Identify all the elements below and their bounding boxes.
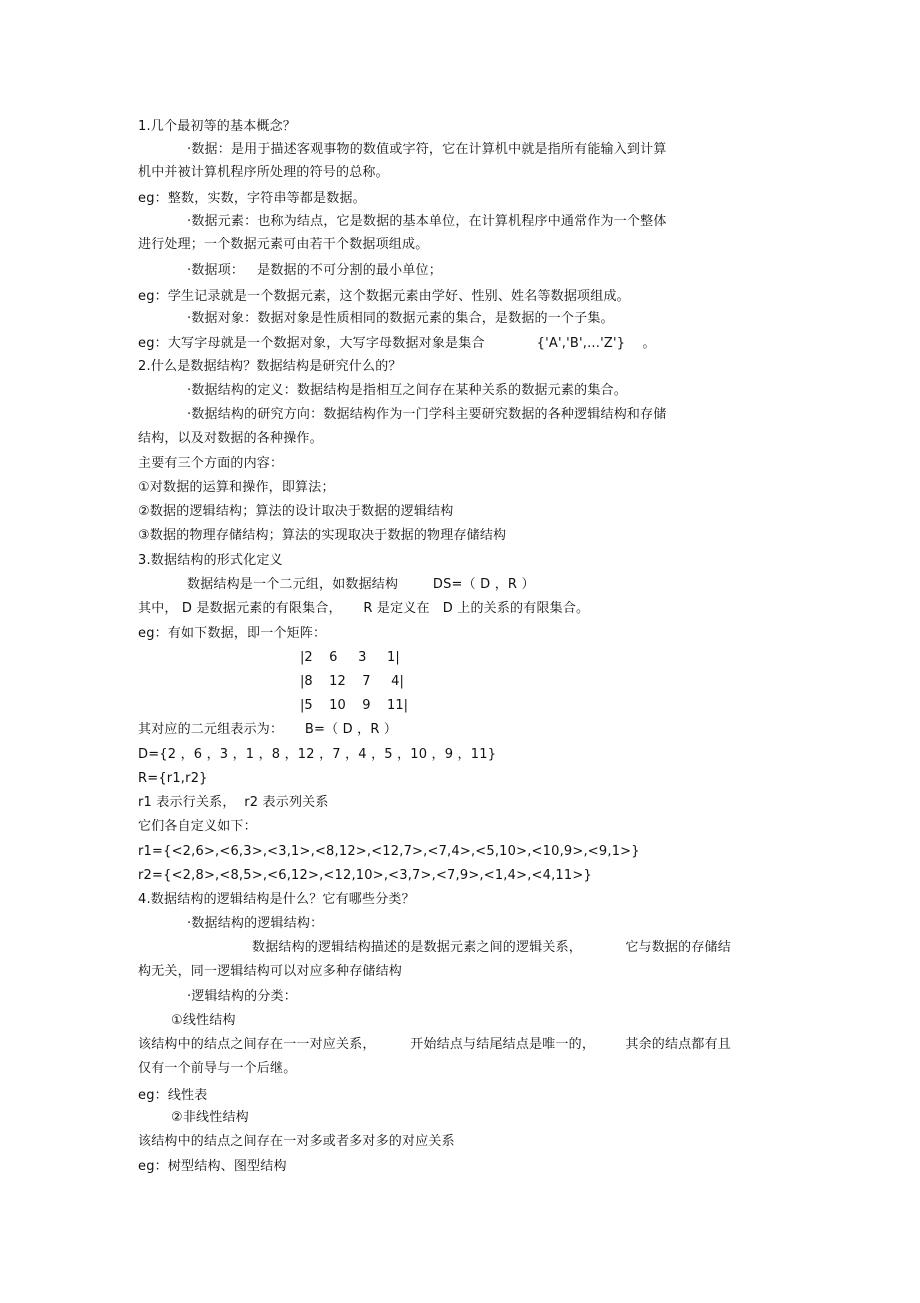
text-line: eg：树型结构、图型结构 xyxy=(138,1159,287,1174)
text-line: eg：大写字母就是一个数据对象，大写字母数据对象是集合 {'A','B',...'Z'} 。 xyxy=(138,336,656,351)
heading-what-is-ds: 2.什么是数据结构？数据结构是研究什么的？ xyxy=(138,359,402,374)
text-line: ·数据结构的逻辑结构： xyxy=(187,916,324,931)
text-line: 其对应的二元组表示为： B=（ D ，R ） xyxy=(138,722,398,737)
list-item: ①线性结构 xyxy=(171,1013,236,1028)
text-line: r1={<2,6>,<6,3>,<3,1>,<8,12>,<12,7>,<7,4>,<5,10>,<10,9>,<9,1>} xyxy=(138,844,640,859)
list-item: ②非线性结构 xyxy=(171,1110,249,1125)
heading-logical-structure: 4.数据结构的逻辑结构是什么？它有哪些分类？ xyxy=(138,892,415,907)
text-line: ·数据结构的定义：数据结构是指相互之间存在某种关系的数据元素的集合。 xyxy=(187,383,627,398)
text-line: 仅有一个前导与一个后继。 xyxy=(138,1061,297,1076)
matrix-row: |2 6 3 1| xyxy=(300,650,400,665)
text-line: ·数据对象：数据对象是性质相同的数据元素的集合，是数据的一个子集。 xyxy=(187,311,614,326)
text-line: ·逻辑结构的分类： xyxy=(187,989,297,1004)
text-line: eg：线性表 xyxy=(138,1088,208,1103)
text-line: 机中并被计算机程序所处理的符号的总称。 xyxy=(138,165,389,180)
text-line: eg：学生记录就是一个数据元素，这个数据元素由学好、性别、姓名等数据项组成。 xyxy=(138,289,630,304)
text-line: ·数据元素：也称为结点，它是数据的基本单位，在计算机程序中通常作为一个整体 xyxy=(187,214,667,229)
text-line: eg：有如下数据，即一个矩阵： xyxy=(138,626,327,641)
text-line: 数据结构的逻辑结构描述的是数据元素之间的逻辑关系， 它与数据的存储结 xyxy=(252,940,731,955)
text-line: D={2 ，6 ，3 ，1 ，8 ，12 ，7 ，4 ，5 ，10 ，9 ，11} xyxy=(138,747,497,762)
text-line: 结构，以及对数据的各种操作。 xyxy=(138,431,323,446)
text-line: eg：整数，实数，字符串等都是数据。 xyxy=(138,191,366,206)
heading-formal-definition: 3.数据结构的形式化定义 xyxy=(138,553,283,568)
text-line: 其中， D 是数据元素的有限集合， R 是定义在 D 上的关系的有限集合。 xyxy=(138,601,590,616)
text-line: 该结构中的结点之间存在一对多或者多对多的对应关系 xyxy=(138,1134,455,1149)
text-line: 进行处理；一个数据元素可由若干个数据项组成。 xyxy=(138,237,429,252)
text-line: 数据结构是一个二元组，如数据结构 DS=（ D ，R ） xyxy=(187,577,535,592)
text-line: 它们各自定义如下： xyxy=(138,819,257,834)
text-line: 该结构中的结点之间存在一一对应关系， 开始结点与结尾结点是唯一的， 其余的结点都有且 xyxy=(138,1037,731,1052)
text-line: ·数据：是用于描述客观事物的数值或字符，它在计算机中就是指所有能输入到计算 xyxy=(187,142,667,157)
text-line: R={r1,r2} xyxy=(138,771,208,786)
matrix-row: |5 10 9 11| xyxy=(300,698,408,713)
text-line: 构无关，同一逻辑结构可以对应多种存储结构 xyxy=(138,964,403,979)
text-line: 主要有三个方面的内容： xyxy=(138,456,284,471)
text-line: r1 表示行关系， r2 表示列关系 xyxy=(138,795,329,810)
list-item: ②数据的逻辑结构；算法的设计取决于数据的逻辑结构 xyxy=(138,504,454,519)
text-line: r2={<2,8>,<8,5>,<6,12>,<12,10>,<3,7>,<7,9>,<1,4>,<4,11>} xyxy=(138,868,592,883)
list-item: ①对数据的运算和操作，即算法； xyxy=(138,480,335,495)
heading-basic-concepts: 1.几个最初等的基本概念？ xyxy=(138,119,297,134)
text-line: ·数据项： 是数据的不可分割的最小单位； xyxy=(187,263,442,278)
matrix-row: |8 12 7 4| xyxy=(300,674,404,689)
text-line: ·数据结构的研究方向：数据结构作为一门学科主要研究数据的各种逻辑结构和存储 xyxy=(187,407,667,422)
list-item: ③数据的物理存储结构；算法的实现取决于数据的物理存储结构 xyxy=(138,528,507,543)
